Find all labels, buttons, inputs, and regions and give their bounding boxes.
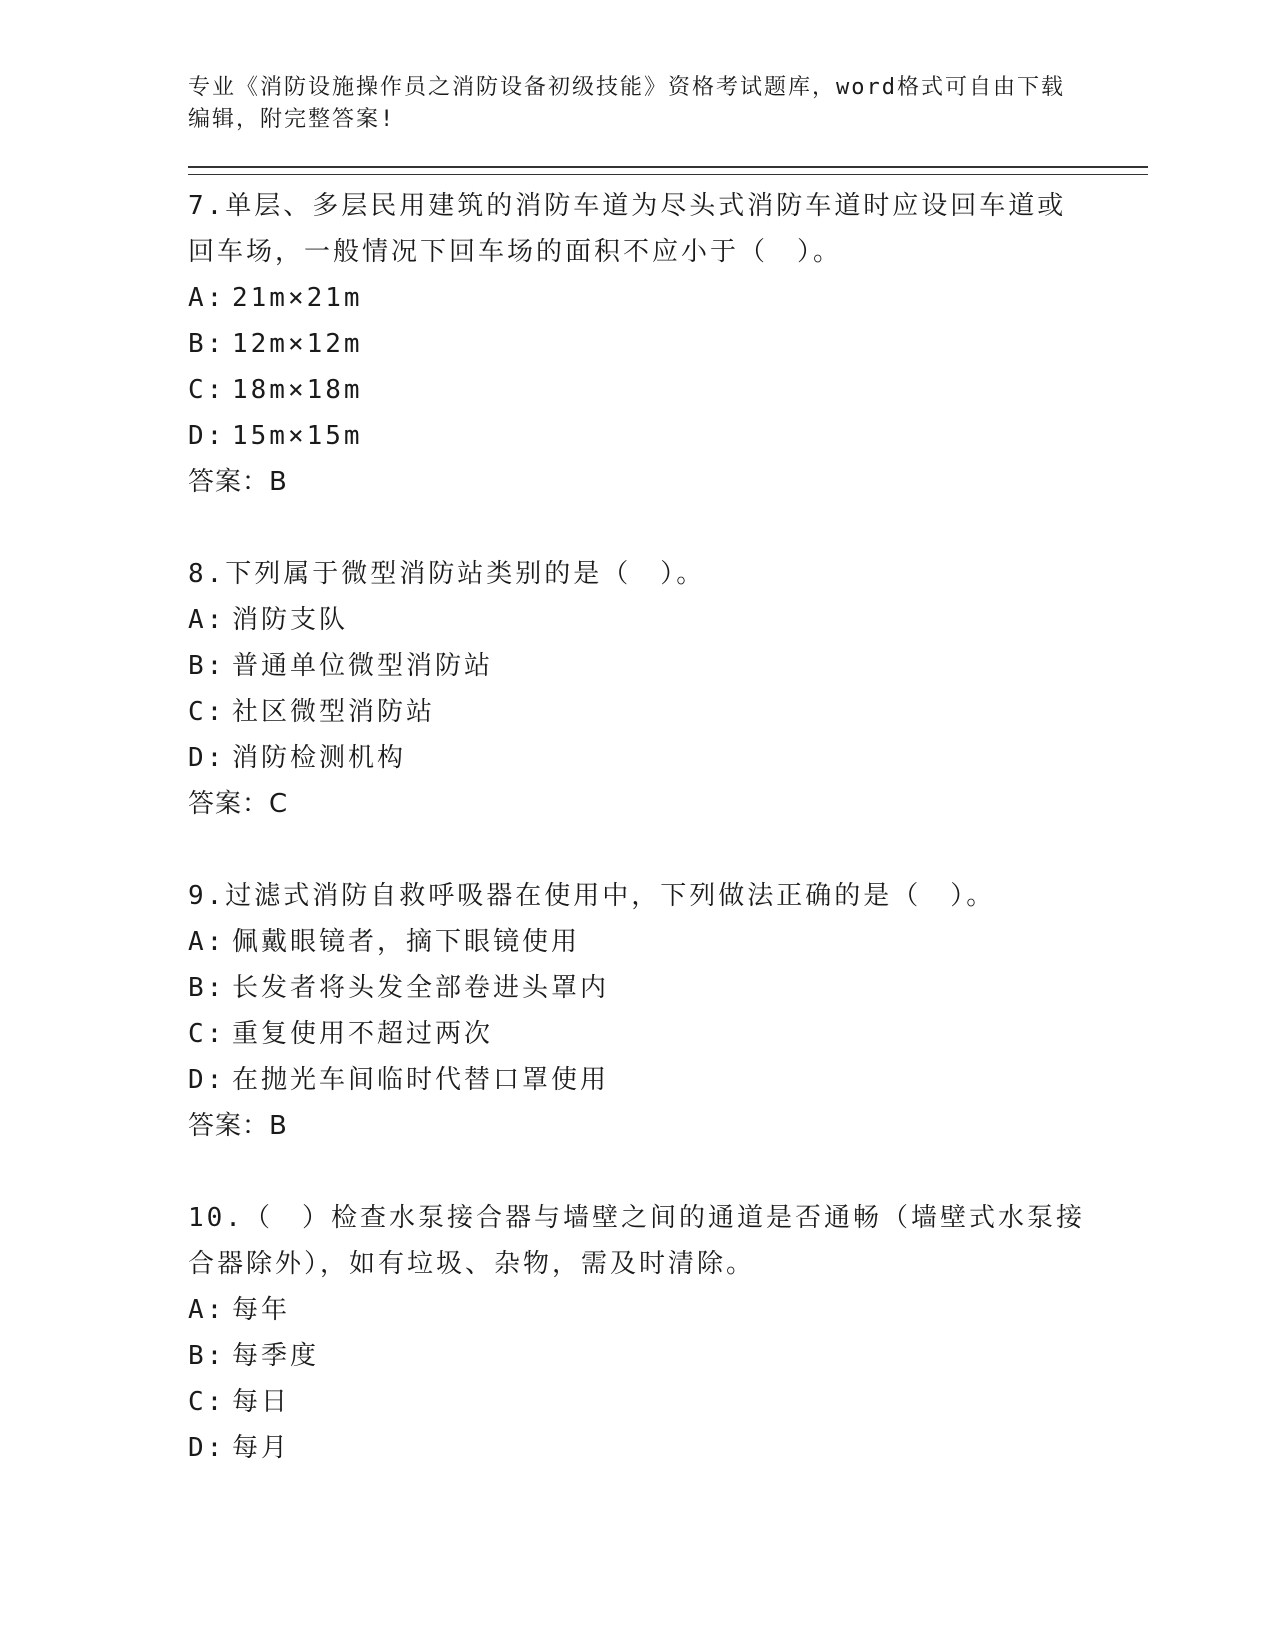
option-text: 每月 bbox=[232, 1433, 291, 1463]
option-letter: D: bbox=[188, 1065, 226, 1095]
question-10 bbox=[188, 1195, 1148, 1471]
option-b bbox=[188, 643, 1148, 689]
option-letter: B: bbox=[188, 651, 226, 681]
option-a bbox=[188, 275, 1148, 321]
option-letter: D: bbox=[188, 1433, 226, 1463]
answer-line: 答案：C bbox=[188, 789, 289, 819]
option-letter: C: bbox=[188, 1387, 226, 1417]
option-letter: B: bbox=[188, 1341, 226, 1371]
option-d bbox=[188, 413, 1148, 459]
option-text: 每季度 bbox=[232, 1341, 320, 1371]
question-stem: 8.下列属于微型消防站类别的是（ ）。 bbox=[188, 559, 706, 589]
option-d bbox=[188, 735, 1148, 781]
option-text: 每日 bbox=[232, 1387, 291, 1417]
option-b bbox=[188, 965, 1148, 1011]
question-9 bbox=[188, 873, 1148, 1149]
option-letter: B: bbox=[188, 329, 226, 359]
question-stem: 9.过滤式消防自救呼吸器在使用中，下列做法正确的是（ ）。 bbox=[188, 881, 996, 911]
option-text: 21m×21m bbox=[232, 283, 363, 313]
option-text: 每年 bbox=[232, 1295, 291, 1325]
option-letter: C: bbox=[188, 1019, 226, 1049]
option-text: 12m×12m bbox=[232, 329, 363, 359]
option-b bbox=[188, 1333, 1148, 1379]
option-a bbox=[188, 1287, 1148, 1333]
option-c bbox=[188, 689, 1148, 735]
option-text: 佩戴眼镜者，摘下眼镜使用 bbox=[232, 927, 581, 957]
option-text: 社区微型消防站 bbox=[232, 697, 436, 727]
option-letter: A: bbox=[188, 927, 226, 957]
option-b bbox=[188, 321, 1148, 367]
option-c bbox=[188, 367, 1148, 413]
option-letter: A: bbox=[188, 283, 226, 313]
option-letter: B: bbox=[188, 973, 226, 1003]
answer-line: 答案：B bbox=[188, 1111, 288, 1141]
question-stem: 10.（ ）检查水泵接合器与墙壁之间的通道是否通畅（墙壁式水泵接合器除外），如有垃圾、杂物，需及时清除。 bbox=[188, 1203, 1085, 1279]
option-text: 消防支队 bbox=[232, 605, 349, 635]
option-c bbox=[188, 1379, 1148, 1425]
option-letter: C: bbox=[188, 697, 226, 727]
document-page bbox=[188, 72, 1148, 1471]
answer-line: 答案：B bbox=[188, 467, 288, 497]
header-divider bbox=[188, 166, 1148, 175]
question-7 bbox=[188, 183, 1148, 505]
document-intro: 专业《消防设施操作员之消防设备初级技能》资格考试题库，word格式可自由下载编辑，附完整答案! bbox=[188, 75, 1065, 132]
option-d bbox=[188, 1425, 1148, 1471]
option-text: 重复使用不超过两次 bbox=[232, 1019, 494, 1049]
option-letter: D: bbox=[188, 421, 226, 451]
option-a bbox=[188, 919, 1148, 965]
option-text: 消防检测机构 bbox=[232, 743, 407, 773]
option-letter: A: bbox=[188, 1295, 226, 1325]
option-d bbox=[188, 1057, 1148, 1103]
option-letter: D: bbox=[188, 743, 226, 773]
option-text: 18m×18m bbox=[232, 375, 363, 405]
option-letter: A: bbox=[188, 605, 226, 635]
option-text: 长发者将头发全部卷进头罩内 bbox=[232, 973, 610, 1003]
question-8 bbox=[188, 551, 1148, 827]
question-stem: 7.单层、多层民用建筑的消防车道为尽头式消防车道时应设回车道或回车场，一般情况下回车场的面积不应小于（ ）。 bbox=[188, 191, 1067, 267]
option-letter: C: bbox=[188, 375, 226, 405]
option-text: 在抛光车间临时代替口罩使用 bbox=[232, 1065, 610, 1095]
option-text: 15m×15m bbox=[232, 421, 363, 451]
option-a bbox=[188, 597, 1148, 643]
option-c bbox=[188, 1011, 1148, 1057]
option-text: 普通单位微型消防站 bbox=[232, 651, 494, 681]
